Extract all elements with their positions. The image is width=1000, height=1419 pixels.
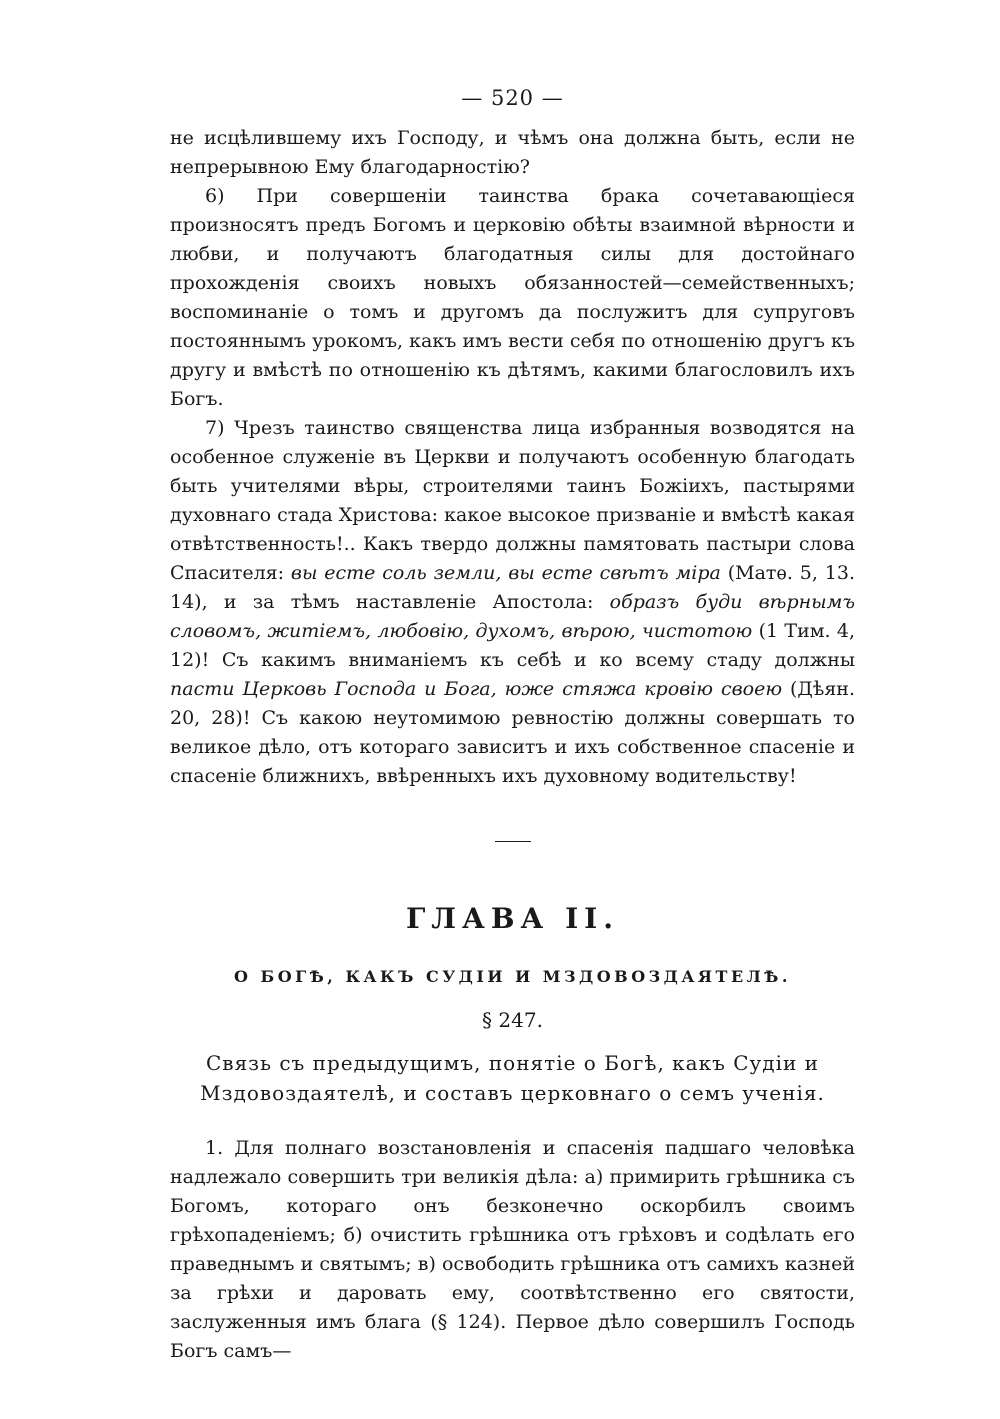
paragraph-7-text-3: (1 Тим. 4, 12)! Съ какимъ вниманіемъ къ себѣ и ко всему стаду должны <box>170 620 855 671</box>
chapter-subtitle: О БОГѢ, КАКЪ СУДІИ И МЗДОВОЗДАЯТЕЛѢ. <box>234 967 791 986</box>
quote-matthew: вы есте соль земли, вы есте свѣтъ міра <box>290 562 721 584</box>
paragraph-1: 1. Для полнаго возстановленія и спасенія падшаго человѣка надлежало совершить три великія дѣла: а) примирить грѣшника съ Богомъ, котораго онъ безконечно оскорбилъ своимъ грѣхопаденіемъ; б) очистить грѣшника отъ грѣховъ и содѣлать его праведнымъ и святымъ; в) освободить грѣшника отъ самихъ казней за грѣхи и даровать ему, соотвѣтственно его святости, заслуженныя имъ блага (§ 124). Первое дѣло совершилъ Господь Богъ самъ— <box>170 1137 855 1362</box>
section-divider <box>495 841 531 842</box>
paragraph-7-text-4: (Дѣян. 20, 28)! Съ какою неутомимою ревностію должны совершать то великое дѣло, отъ котораго зависитъ и ихъ собственное спасеніе и спасеніе ближнихъ, ввѣренныхъ ихъ духовному водительству! <box>170 678 856 787</box>
paragraph-7-text-1: 7) Чрезъ таинство священства лица избранныя возводятся на особенное служеніе въ Церкви и получаютъ особенную благодать быть учителями вѣры, строителями таинъ Божіихъ, пастырями духовнаго стада Христова: какое высокое призваніе и вмѣстѣ какая отвѣтственность!.. Какъ твердо должны памятовать пастыри слова Спасителя: <box>170 417 855 584</box>
paragraph-6: 6) При совершеніи таинства брака сочетавающіеся произносятъ предъ Богомъ и церковію обѣты взаимной вѣрности и любви, и получаютъ благодатныя силы для достойнаго прохожденія своихъ новыхъ обязанностей—семейственныхъ; воспоминаніе о томъ и другомъ да послужитъ для супруговъ постояннымъ урокомъ, какъ имъ вести себя по отношенію другъ къ другу и вмѣстѣ по отношенію къ дѣтямъ, какими благословилъ ихъ Богъ. <box>170 185 855 410</box>
quote-acts: пасти Церковь Господа и Бога, юже стяжа кровію своею <box>170 678 783 700</box>
page <box>170 86 855 1366</box>
paragraph-continuation: не исцѣлившему ихъ Господу, и чѣмъ она должна быть, если не непрерывною Ему благодарностію? <box>170 127 855 178</box>
section-title: Связь съ предыдущимъ, понятіе о Богѣ, какъ Судіи и Мздовоздаятелѣ, и составъ церковнаго о семъ ученія. <box>200 1051 825 1105</box>
paragraph-7-text-2: (Матѳ. 5, 13. 14), и за тѣмъ наставленіе Апостола: <box>170 562 855 613</box>
chapter-title: ГЛАВА II. <box>405 902 620 935</box>
section-number: § 247. <box>482 1008 543 1032</box>
spacer <box>170 1108 855 1134</box>
quote-timothy: образъ буди вѣрнымъ словомъ, житіемъ, любовію, духомъ, вѣрою, чистотою <box>170 591 856 642</box>
paragraph-7 <box>170 414 855 791</box>
page-number: — 520 — <box>461 86 564 110</box>
